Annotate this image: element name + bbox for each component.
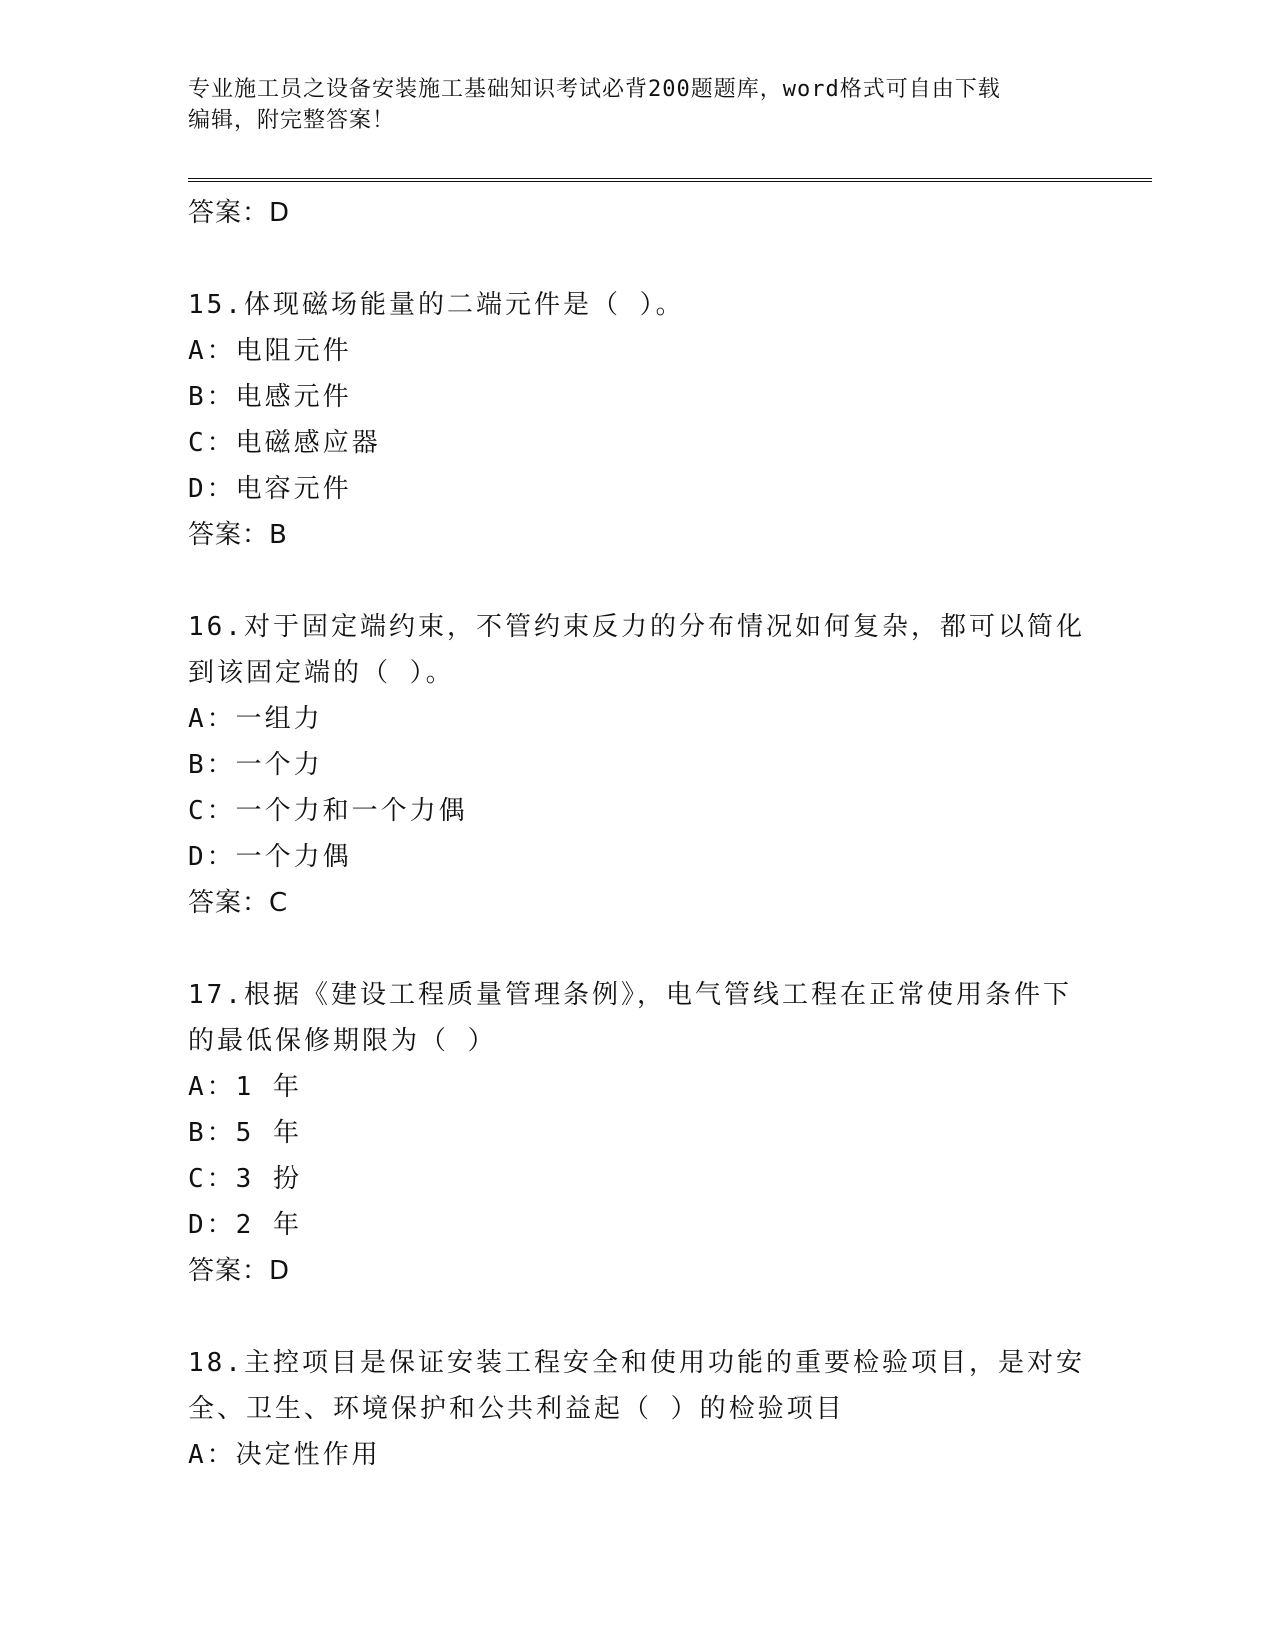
answer-line: 答案：B xyxy=(188,520,288,550)
question-16 xyxy=(188,604,1088,926)
option-c: C：3 扮 xyxy=(188,1164,302,1194)
answer-line: 答案：D xyxy=(188,1256,291,1286)
option-a: A：决定性作用 xyxy=(188,1440,381,1470)
option-d: D：电容元件 xyxy=(188,474,352,504)
option-c: C：一个力和一个力偶 xyxy=(188,796,468,826)
option-c: C：电磁感应器 xyxy=(188,428,381,458)
option-d: D：一个力偶 xyxy=(188,842,352,872)
document-body xyxy=(188,190,1088,1478)
page-header xyxy=(188,74,1088,136)
question-stem: 17.根据《建设工程质量管理条例》，电气管线工程在正常使用条件下 xyxy=(188,980,1072,1010)
option-a: A：一组力 xyxy=(188,704,323,734)
question-stem: 15.体现磁场能量的二端元件是（ ）。 xyxy=(188,290,685,320)
question-stem: 16.对于固定端约束，不管约束反力的分布情况如何复杂，都可以简化 xyxy=(188,612,1085,642)
answer-line: 答案：D xyxy=(188,198,291,228)
option-b: B：一个力 xyxy=(188,750,323,780)
document-title-line-2: 编辑，附完整答案！ xyxy=(188,108,396,133)
option-b: B：电感元件 xyxy=(188,382,352,412)
question-stem-continued: 全、卫生、环境保护和公共利益起（ ）的检验项目 xyxy=(188,1394,845,1424)
question-17 xyxy=(188,972,1088,1294)
option-d: D：2 年 xyxy=(188,1210,302,1240)
header-divider xyxy=(188,178,1152,182)
option-a: A：电阻元件 xyxy=(188,336,352,366)
question-18 xyxy=(188,1340,1088,1478)
document-title-line-1: 专业施工员之设备安装施工基础知识考试必背200题题库，word格式可自由下载 xyxy=(188,77,1001,102)
option-a: A：1 年 xyxy=(188,1072,302,1102)
question-15 xyxy=(188,282,1088,558)
question-stem-continued: 的最低保修期限为（ ） xyxy=(188,1026,497,1056)
answer-line: 答案：C xyxy=(188,888,289,918)
question-stem: 18.主控项目是保证安装工程安全和使用功能的重要检验项目，是对安 xyxy=(188,1348,1085,1378)
option-b: B：5 年 xyxy=(188,1118,302,1148)
question-stem-continued: 到该固定端的（ ）。 xyxy=(188,658,455,688)
